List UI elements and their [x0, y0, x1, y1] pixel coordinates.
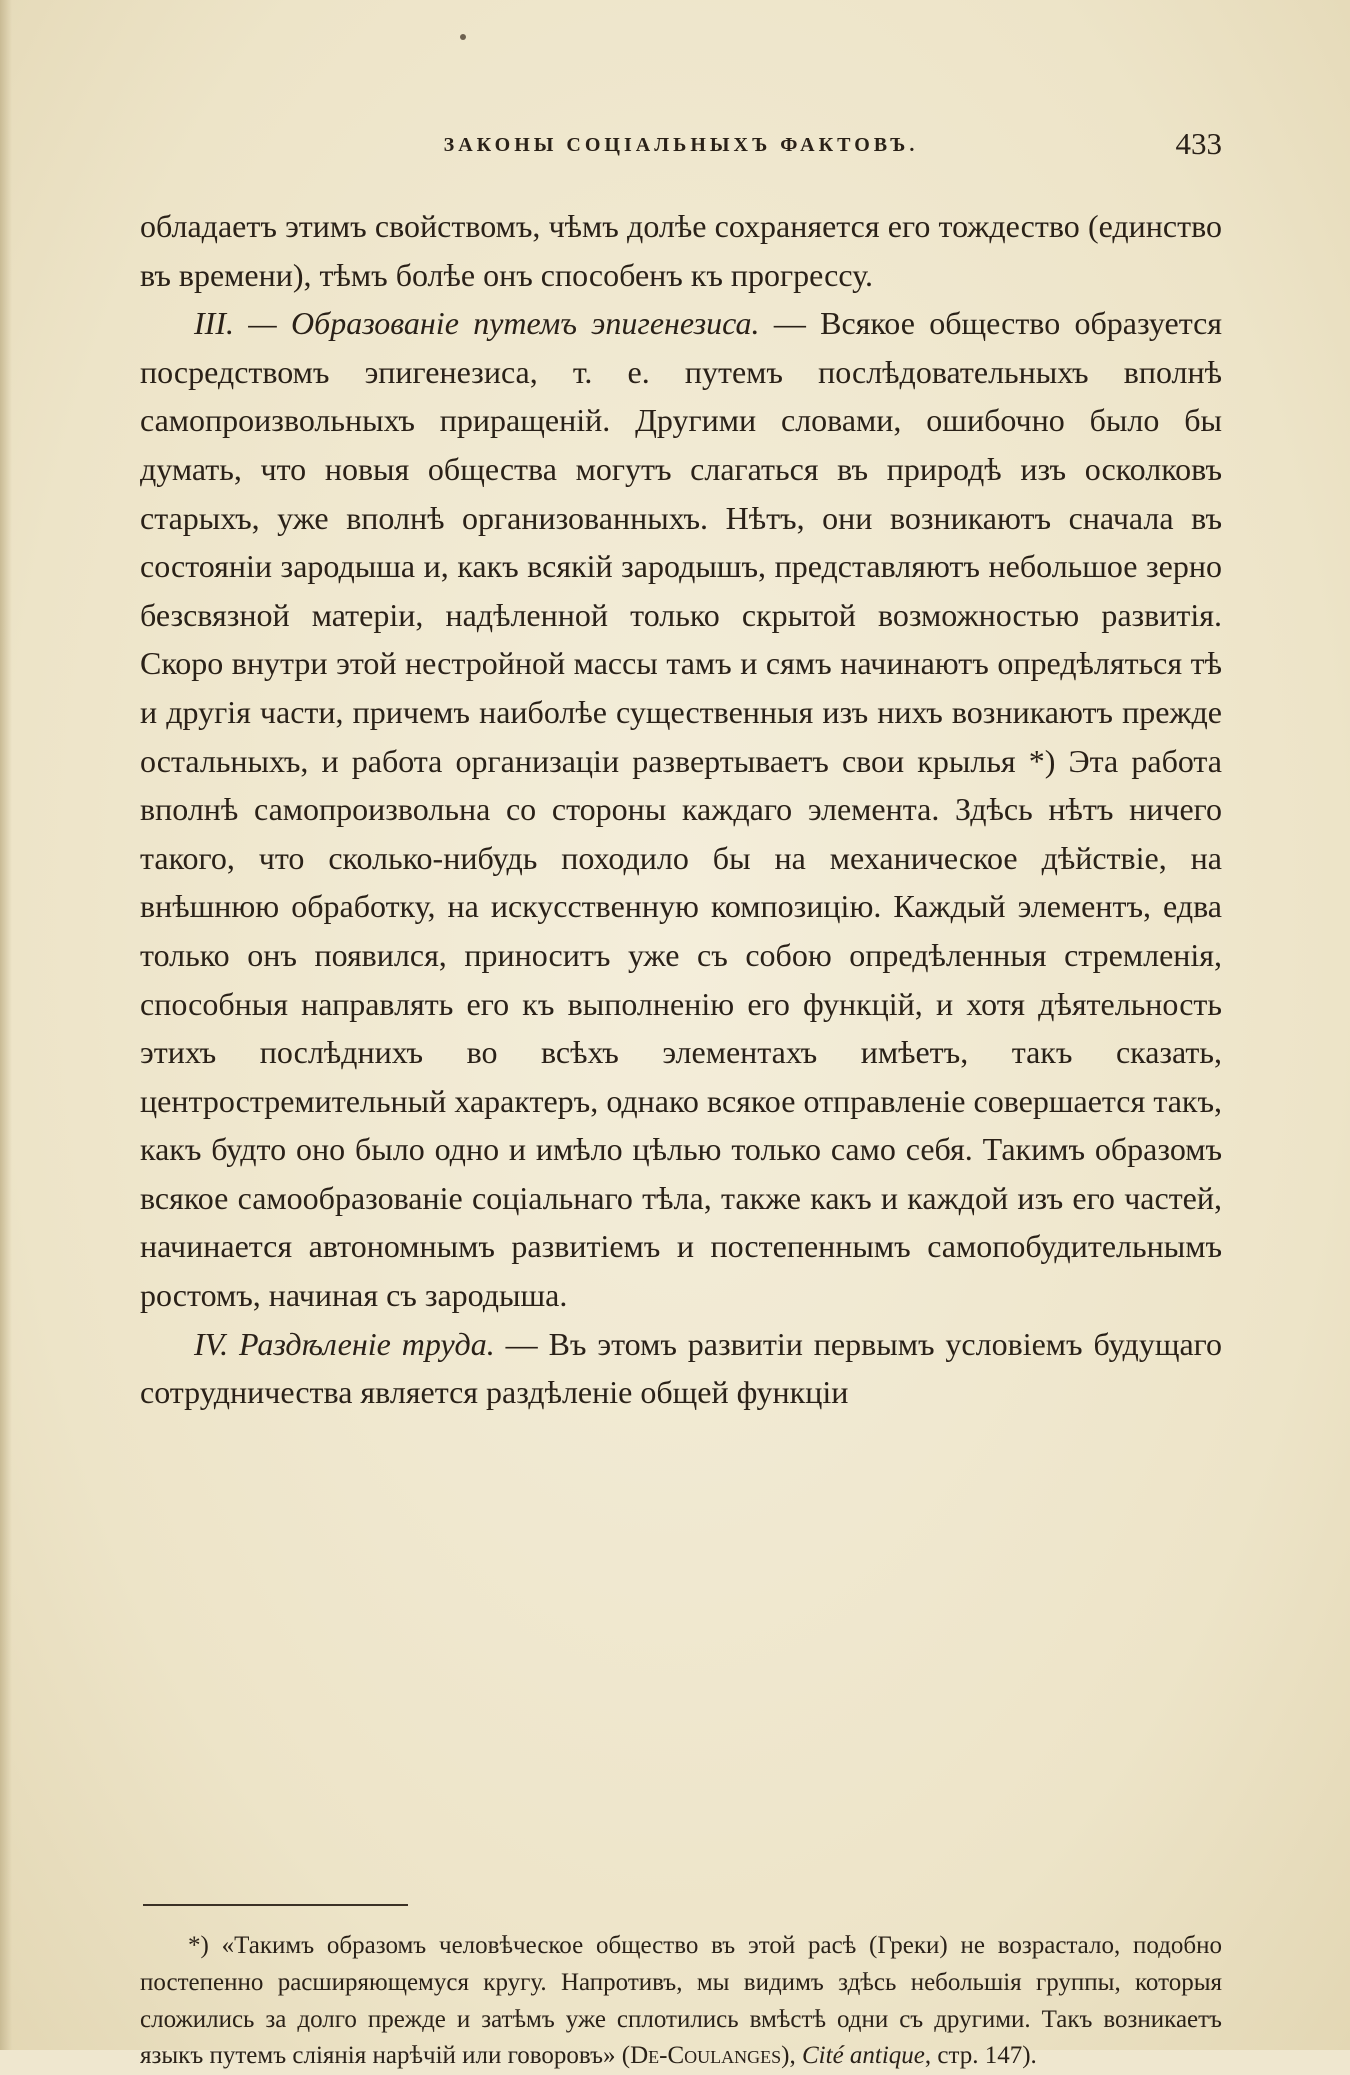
running-title: ЗАКОНЫ СОЦІАЛЬНЫХЪ ФАКТОВЪ.	[443, 134, 919, 156]
paragraph-continuation: обладаетъ этимъ свойствомъ, чѣмъ долѣе сохраняется его тождество (единство въ времени), тѣмъ болѣе онъ способенъ къ прогрессу.	[140, 208, 1222, 293]
page-number: 433	[1175, 126, 1222, 161]
page-header	[140, 126, 1222, 166]
footnote-page-ref: , стр. 147).	[924, 2042, 1037, 2070]
paragraph-epigenesis	[140, 299, 1222, 1319]
footnote-work-title: Cité antique	[802, 2042, 925, 2070]
paragraph-division-of-labor-text: — Въ этомъ развитіи первымъ условіемъ будущаго сотрудничества является раздѣленіе общей функціи	[140, 1325, 1223, 1411]
footnote-divider	[143, 1904, 408, 1906]
paragraph-division-of-labor	[140, 1320, 1222, 1417]
section-heading-epigenesis: III. — Образованіе путемъ эпигенезиса.	[194, 305, 760, 342]
footnote-separator: ),	[781, 2042, 802, 2070]
footnote-quote: *) «Такимъ образомъ человѣческое общество въ этой расѣ (Греки) не возрастало, подобно постепенно расширяющемуся кругу. Напротивъ, мы видимъ здѣсь небольшія группы, которыя сложились за долго прежде и затѣмъ уже сплотились вмѣстѣ одни съ другими. Такъ возникаетъ языкъ путемъ сліянія нарѣчій или говоровъ» (	[140, 1932, 1222, 2070]
footnote-author: De-Coulanges	[630, 2042, 782, 2070]
ink-speck	[460, 34, 466, 40]
section-heading-division-of-labor: IV. Раздѣленіе труда.	[194, 1325, 495, 1362]
footnote-text	[140, 1928, 1222, 2075]
paragraph-epigenesis-text: — Всякое общество образуется посредствомъ эпигенезиса, т. е. путемъ послѣдовательныхъ вполнѣ самопроизвольныхъ приращеній. Другими словами, ошибочно было бы думать, что новыя общества могутъ слагаться въ природѣ изъ осколковъ старыхъ, уже вполнѣ организованныхъ. Нѣтъ, они возникаютъ сначала въ состояніи зародыша и, какъ всякій зародышъ, представляютъ небольшое зерно безсвязной матеріи, надѣленной только скрытой возможностью развитія. Скоро внутри этой нестройной массы тамъ и сямъ начинаютъ опредѣляться тѣ и другія части, причемъ наиболѣе существенныя изъ нихъ возникаютъ прежде остальныхъ, и работа организаціи развертываетъ свои крылья *) Эта работа вполнѣ самопроизвольна со стороны каждаго элемента. Здѣсь нѣтъ ничего такого, что сколько-нибудь походило бы на механическое дѣйствіе, на внѣшнюю обработку, на искусственную композицію. Каждый элементъ, едва только онъ появился, приноситъ уже съ собою опредѣленныя стремленія, способныя направлять его къ выполненію его функцій, и хотя дѣятельность этихъ послѣднихъ во всѣхъ элементахъ имѣетъ, такъ сказать, центростремительный характеръ, однако всякое отправленіе совершается такъ, какъ будто оно было одно и имѣло цѣлью только само себя. Такимъ образомъ всякое самообразованіе соціальнаго тѣла, также какъ и каждой изъ его частей, начинается автономнымъ развитіемъ и постепеннымъ самопобудительнымъ ростомъ, начиная съ зародыша.	[140, 305, 1223, 1314]
page-edge-shadow	[0, 0, 12, 2050]
footnote	[140, 1928, 1222, 2075]
main-text	[140, 202, 1222, 1417]
